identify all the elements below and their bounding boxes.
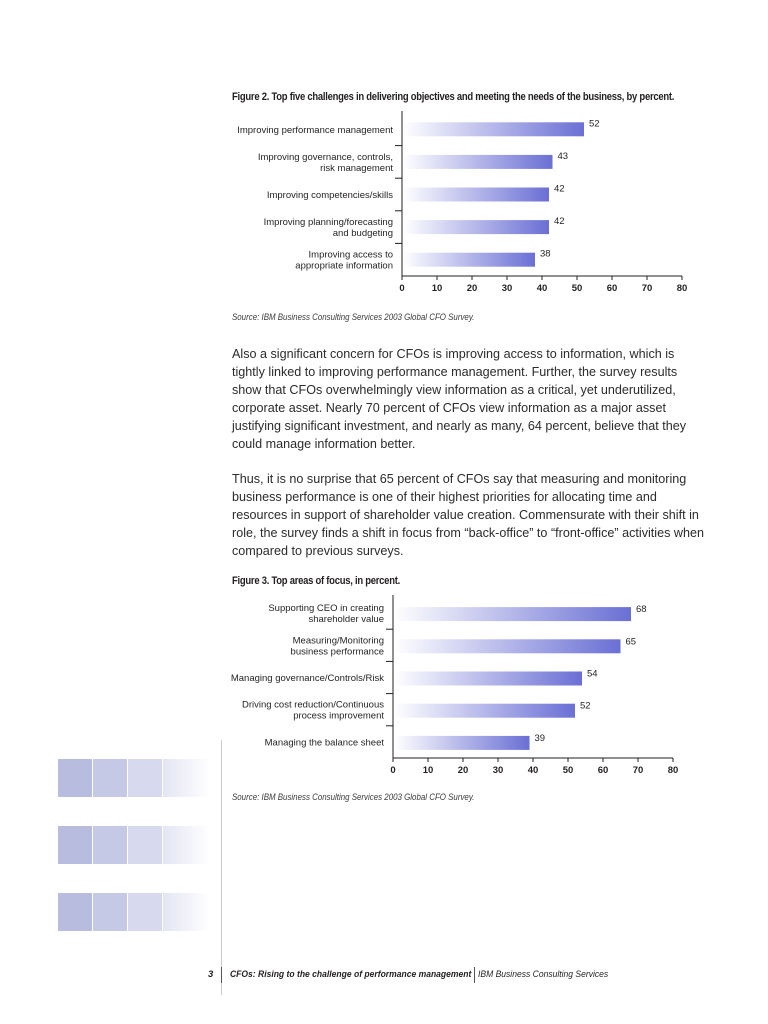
bar-value-label: 54 (587, 668, 598, 680)
x-tick-label: 20 (466, 283, 478, 294)
footer-divider (474, 967, 475, 983)
figure-2-title: Figure 2. Top five challenges in delivering objectives and meeting the needs of the business, by percent. (232, 91, 675, 103)
x-tick-label: 30 (492, 765, 504, 776)
bar-value-label: 43 (557, 150, 569, 162)
category-label: Managing the balance sheet (264, 737, 384, 749)
x-tick-label: 40 (536, 283, 548, 294)
figure-2-source: Source: IBM Business Consulting Services 2003 Global CFO Survey. (232, 312, 475, 322)
bar-value-label: 42 (554, 216, 565, 228)
bar-value-label: 38 (540, 248, 551, 260)
bar-value-label: 68 (636, 604, 647, 616)
bar-value-label: 42 (554, 183, 565, 195)
decorative-block (58, 826, 210, 864)
bar (394, 672, 582, 686)
x-tick-label: 60 (606, 283, 618, 294)
bar-value-label: 39 (534, 732, 546, 744)
page-footer (0, 967, 768, 985)
x-tick-label: 80 (667, 765, 679, 776)
bar (394, 736, 530, 750)
x-tick-label: 0 (390, 765, 396, 776)
x-tick-label: 70 (641, 283, 653, 294)
category-label: Measuring/Monitoring business performance (290, 635, 384, 658)
x-tick-label: 60 (597, 765, 609, 776)
bar (394, 607, 631, 621)
x-tick-label: 30 (501, 283, 513, 294)
x-tick-label: 10 (431, 283, 443, 294)
bar-value-label: 52 (580, 700, 591, 712)
x-tick-label: 70 (632, 765, 644, 776)
category-label: Improving performance management (237, 124, 393, 136)
page-number: 3 (208, 969, 214, 980)
x-tick-label: 50 (571, 283, 583, 294)
category-label: Improving access to appropriate information (295, 249, 393, 272)
x-tick-label: 80 (676, 283, 688, 294)
bar (394, 639, 621, 653)
bar (394, 704, 575, 718)
x-tick-label: 20 (457, 765, 469, 776)
figure-3-title: Figure 3. Top areas of focus, in percent. (232, 575, 400, 587)
category-label: Supporting CEO in creating shareholder value (268, 603, 384, 626)
footer-publisher: IBM Business Consulting Services (478, 969, 609, 980)
category-label: Improving planning/forecasting and budgeting (263, 217, 393, 240)
body-paragraph-1: Also a significant concern for CFOs is improving access to information, which is tightly linked to improving performance management. Further, the survey results show that CFOs overwhelmingly view information as a critical, yet underutilized, corporate asset. Nearly 70 percent of CFOs view information as a major asset justifying significant investment, and nearly as many, 64 percent, believe that they could manage information better. (232, 347, 687, 451)
decorative-block (58, 759, 210, 797)
category-label: Managing governance/Controls/Risk (230, 673, 384, 684)
x-tick-label: 0 (399, 283, 405, 294)
margin-rule (221, 740, 222, 995)
category-label: Driving cost reduction/Continuous process improvement (241, 699, 384, 722)
x-tick-label: 10 (422, 765, 434, 776)
decorative-block (58, 893, 210, 931)
body-paragraph-2: Thus, it is no surprise that 65 percent of CFOs say that measuring and monitoring business performance is one of their highest priorities for allocating time and resources in support of shareholder value creation. Commensurate with their shift in role, the survey finds a shift in focus from “back-office” to “front-office” activities when compared to previous surveys. (232, 472, 704, 558)
x-tick-label: 50 (562, 765, 574, 776)
bar-value-label: 65 (625, 636, 637, 648)
category-label: Improving competencies/skills (266, 190, 393, 201)
footer-doc-title: CFOs: Rising to the challenge of performance management (230, 969, 472, 980)
figure-3-source: Source: IBM Business Consulting Services 2003 Global CFO Survey. (232, 792, 475, 802)
x-tick-label: 40 (527, 765, 539, 776)
bar-value-label: 52 (589, 118, 600, 130)
category-label: Improving governance, controls, risk management (257, 151, 393, 174)
footer-divider (221, 967, 222, 983)
